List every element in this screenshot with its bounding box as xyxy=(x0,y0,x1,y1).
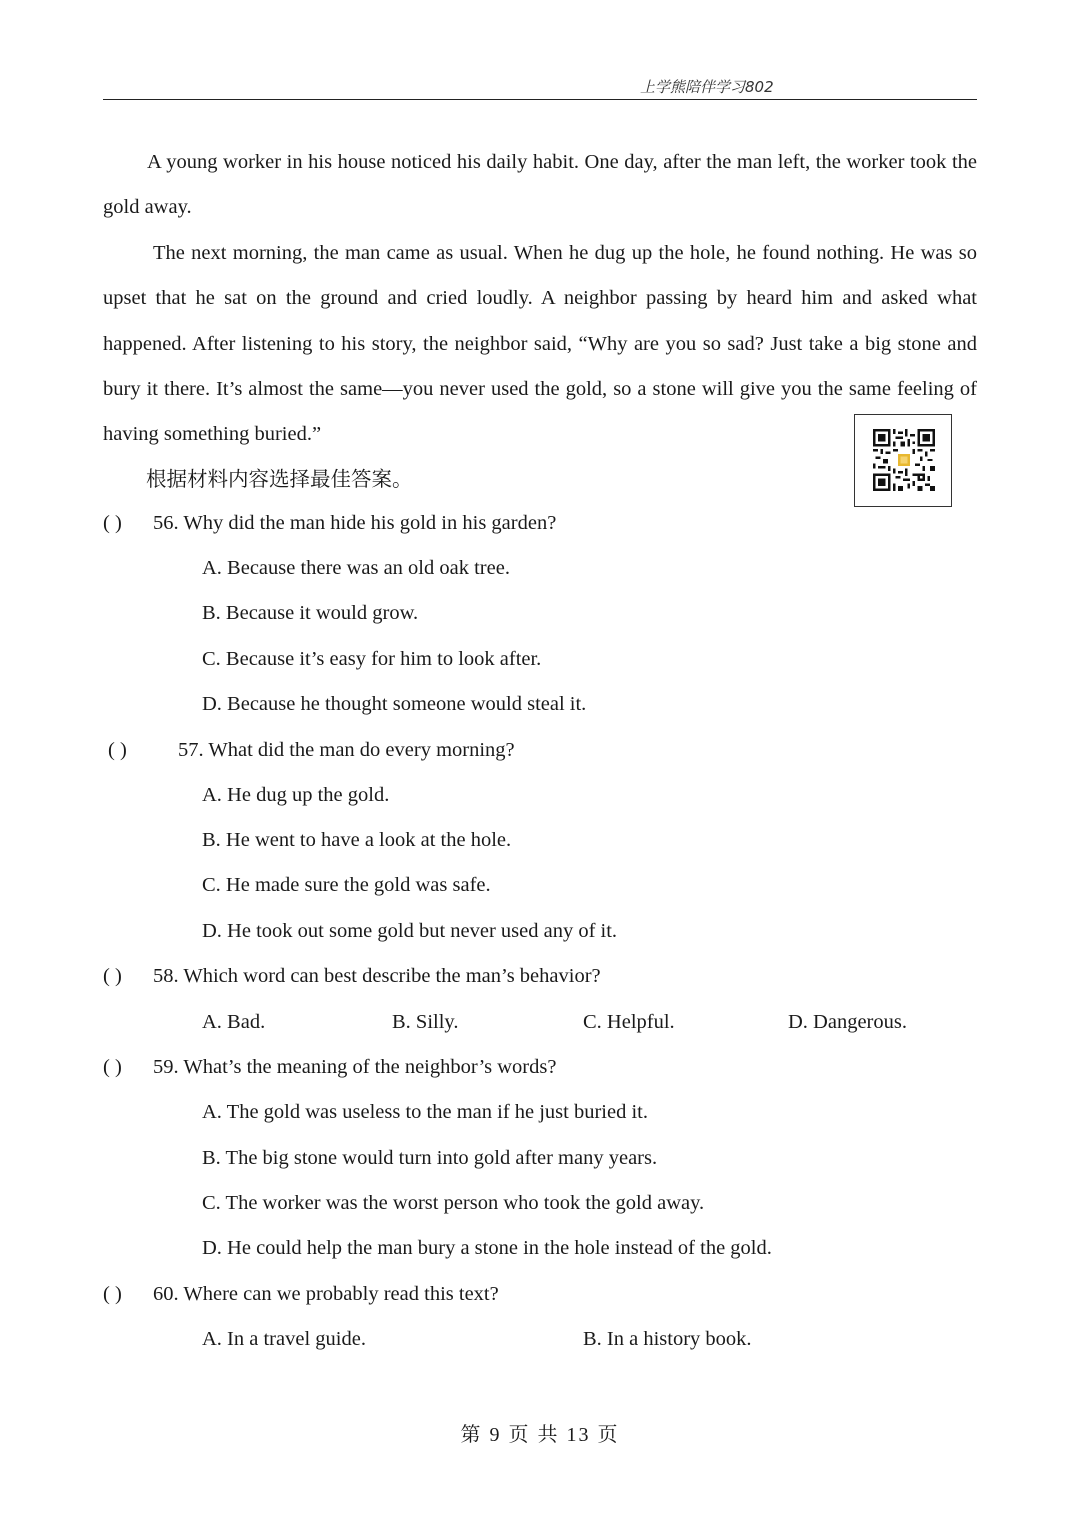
option-c: C. The worker was the worst person who took the gold away. xyxy=(202,1192,705,1214)
header-text: 上学熊陪伴学习802 xyxy=(640,78,774,96)
question-stem: 59. What’s the meaning of the neighbor’s words? xyxy=(153,1056,557,1078)
passage-paragraph-2: The next morning, the man came as usual. When he dug up the hole, he found nothing. He was so upset that he sat on the ground and cried loudly. A neighbor passing by heard him and asked what happened. After listening to his story, the neighbor said, “Why are you so sad? Just take a big stone and bury it there. It’s almost the same—you never used the gold, so a stone will give you the same feeling of having something buried.” xyxy=(103,242,977,446)
option-d: D. Dangerous. xyxy=(788,1011,907,1033)
question-stem: 57. What did the man do every morning? xyxy=(178,739,515,761)
option-d: D. Because he thought someone would steal it. xyxy=(202,693,587,715)
answer-blank[interactable]: ( ) xyxy=(103,965,122,987)
option-b: B. Because it would grow. xyxy=(202,602,419,624)
option-a: A. The gold was useless to the man if he just buried it. xyxy=(202,1101,648,1123)
question-stem: 58. Which word can best describe the man’s behavior? xyxy=(153,965,601,987)
option-a: A. Because there was an old oak tree. xyxy=(202,557,510,579)
option-a: A. He dug up the gold. xyxy=(202,784,390,806)
option-a: A. Bad. xyxy=(202,1011,266,1033)
option-c: C. Helpful. xyxy=(583,1011,675,1033)
option-c: C. Because it’s easy for him to look after. xyxy=(202,648,542,670)
answer-blank[interactable]: ( ) xyxy=(108,739,127,761)
option-a: A. In a travel guide. xyxy=(202,1328,366,1350)
page-header xyxy=(0,76,1080,100)
page-number-footer: 第 9 页 共 13 页 xyxy=(460,1424,620,1446)
question-stem: 60. Where can we probably read this text? xyxy=(153,1283,499,1305)
instruction-text: 根据材料内容选择最佳答案。 xyxy=(146,467,413,491)
option-c: C. He made sure the gold was safe. xyxy=(202,874,491,896)
answer-blank[interactable]: ( ) xyxy=(103,512,122,534)
passage-paragraph-1: A young worker in his house noticed his daily habit. One day, after the man left, the worker took the gold away. xyxy=(103,151,977,219)
option-b: B. The big stone would turn into gold after many years. xyxy=(202,1147,658,1169)
option-d: D. He could help the man bury a stone in the hole instead of the gold. xyxy=(202,1237,772,1259)
header-divider xyxy=(103,99,977,100)
qr-code-icon xyxy=(854,414,952,507)
option-b: B. He went to have a look at the hole. xyxy=(202,829,512,851)
answer-blank[interactable]: ( ) xyxy=(103,1283,122,1305)
option-b: B. Silly. xyxy=(392,1011,459,1033)
question-stem: 56. Why did the man hide his gold in his garden? xyxy=(153,512,557,534)
option-b: B. In a history book. xyxy=(583,1328,752,1350)
option-d: D. He took out some gold but never used any of it. xyxy=(202,920,618,942)
answer-blank[interactable]: ( ) xyxy=(103,1056,122,1078)
